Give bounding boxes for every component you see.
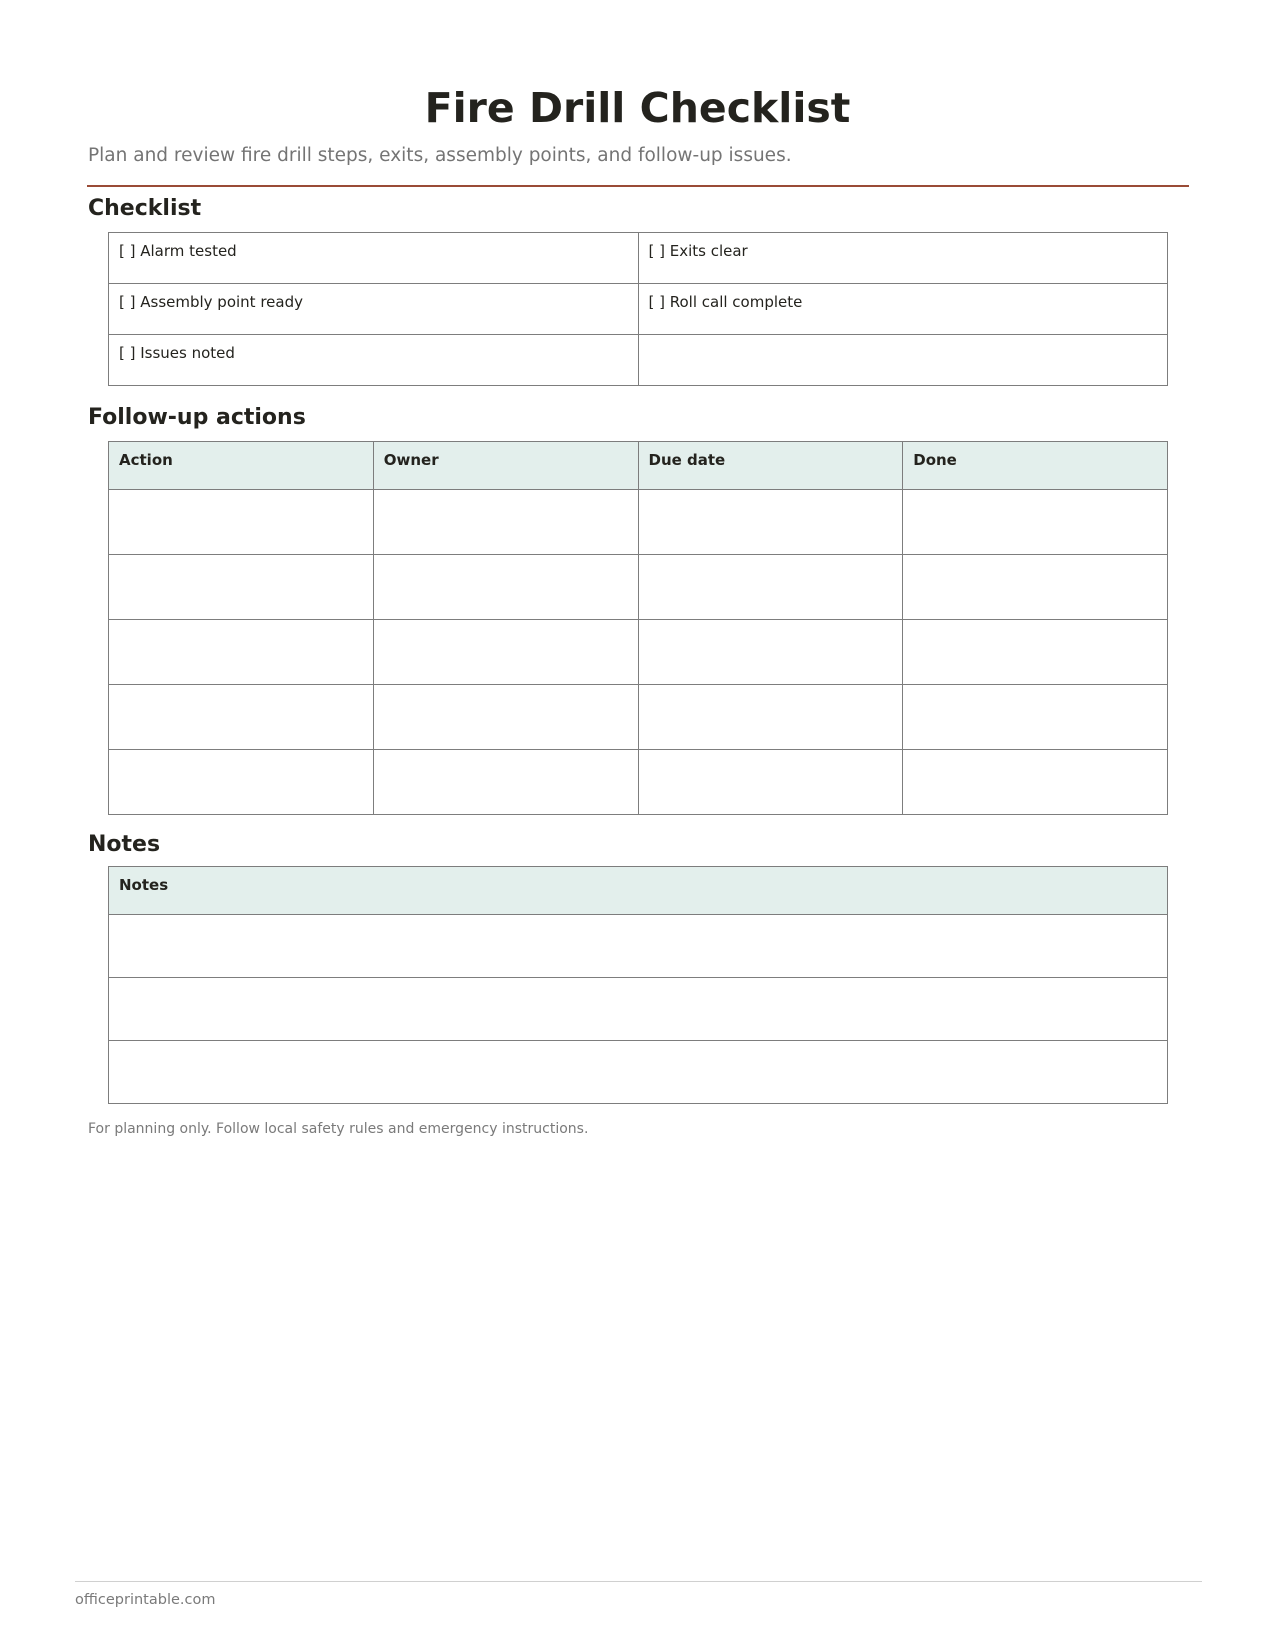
checklist-row — [109, 233, 1168, 284]
followup-table — [108, 441, 1168, 815]
followup-header-row — [109, 442, 1168, 490]
followup-heading: Follow-up actions — [88, 405, 306, 430]
table-row — [109, 978, 1168, 1041]
column-header-done: Done — [903, 442, 1168, 490]
notes-cell[interactable] — [109, 1041, 1168, 1104]
checklist-row — [109, 284, 1168, 335]
due-date-cell[interactable] — [638, 620, 903, 685]
checklist-empty-cell — [638, 335, 1168, 386]
checklist-row — [109, 335, 1168, 386]
checklist-item-exits-clear[interactable]: [ ] Exits clear — [638, 233, 1168, 284]
notes-header-row — [109, 867, 1168, 915]
action-cell[interactable] — [109, 555, 374, 620]
page-title: Fire Drill Checklist — [424, 84, 851, 132]
column-header-owner: Owner — [373, 442, 638, 490]
due-date-cell[interactable] — [638, 685, 903, 750]
owner-cell[interactable] — [373, 555, 638, 620]
column-header-notes: Notes — [109, 867, 1168, 915]
checklist-table — [108, 232, 1168, 386]
table-row — [109, 490, 1168, 555]
notes-table — [108, 866, 1168, 1104]
table-row — [109, 915, 1168, 978]
table-row — [109, 620, 1168, 685]
column-header-action: Action — [109, 442, 374, 490]
done-cell[interactable] — [903, 620, 1168, 685]
disclaimer-text: For planning only. Follow local safety rules and emergency instructions. — [88, 1121, 589, 1137]
due-date-cell[interactable] — [638, 490, 903, 555]
owner-cell[interactable] — [373, 490, 638, 555]
action-cell[interactable] — [109, 750, 374, 815]
table-row — [109, 1041, 1168, 1104]
notes-cell[interactable] — [109, 978, 1168, 1041]
action-cell[interactable] — [109, 490, 374, 555]
footer-site-link[interactable]: officeprintable.com — [75, 1592, 216, 1608]
checklist-heading: Checklist — [88, 196, 202, 221]
owner-cell[interactable] — [373, 750, 638, 815]
due-date-cell[interactable] — [638, 555, 903, 620]
column-header-due-date: Due date — [638, 442, 903, 490]
checklist-item-alarm-tested[interactable]: [ ] Alarm tested — [109, 233, 639, 284]
owner-cell[interactable] — [373, 685, 638, 750]
done-cell[interactable] — [903, 555, 1168, 620]
notes-heading: Notes — [88, 832, 161, 857]
title-divider — [87, 185, 1189, 187]
checklist-item-roll-call-complete[interactable]: [ ] Roll call complete — [638, 284, 1168, 335]
action-cell[interactable] — [109, 685, 374, 750]
checklist-item-issues-noted[interactable]: [ ] Issues noted — [109, 335, 639, 386]
footer-divider — [75, 1581, 1202, 1582]
table-row — [109, 555, 1168, 620]
done-cell[interactable] — [903, 490, 1168, 555]
table-row — [109, 685, 1168, 750]
page-subtitle: Plan and review fire drill steps, exits, assembly points, and follow-up issues. — [88, 145, 792, 166]
checklist-item-assembly-point-ready[interactable]: [ ] Assembly point ready — [109, 284, 639, 335]
due-date-cell[interactable] — [638, 750, 903, 815]
done-cell[interactable] — [903, 750, 1168, 815]
table-row — [109, 750, 1168, 815]
owner-cell[interactable] — [373, 620, 638, 685]
action-cell[interactable] — [109, 620, 374, 685]
notes-cell[interactable] — [109, 915, 1168, 978]
done-cell[interactable] — [903, 685, 1168, 750]
